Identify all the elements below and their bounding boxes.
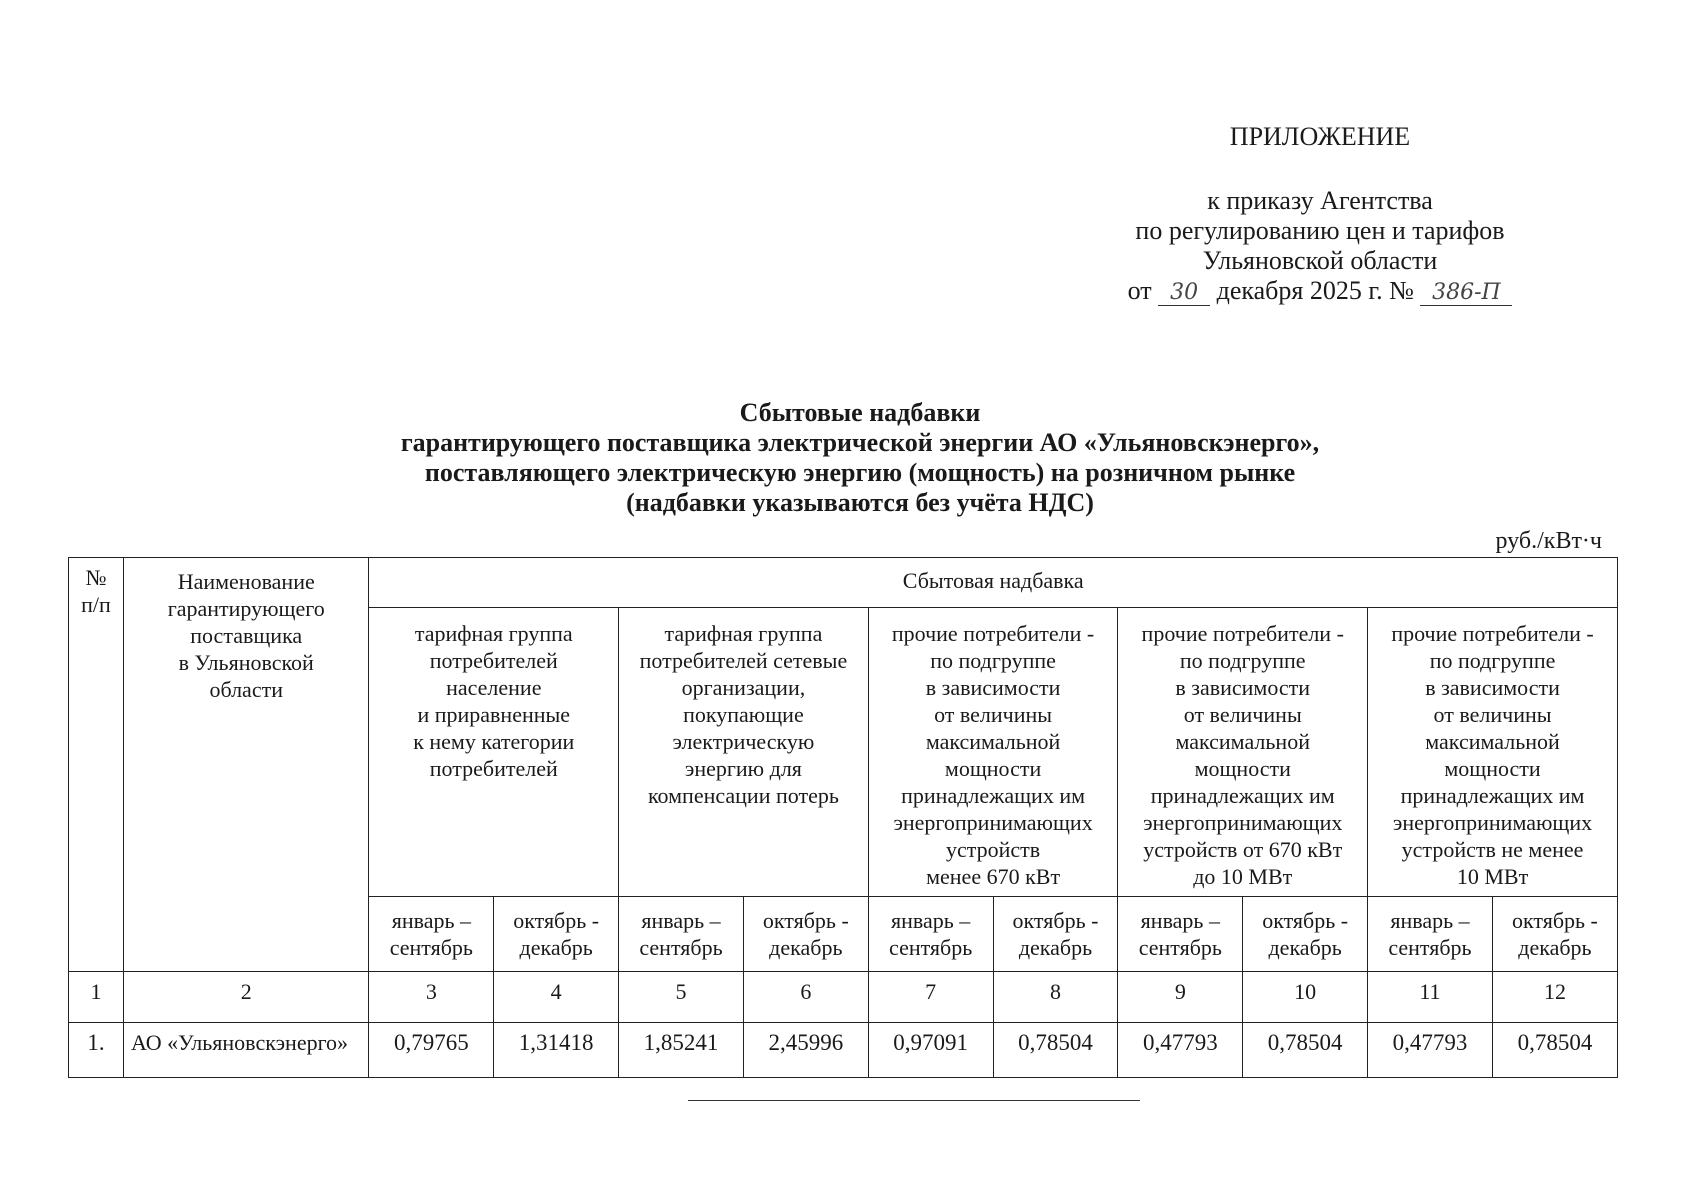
period-jan-sep: январь – сентябрь	[1118, 897, 1243, 972]
table-row	[69, 1023, 1618, 1078]
handwritten-day: 30	[1158, 281, 1210, 306]
value-cell: 2,45996	[743, 1023, 868, 1078]
title-line-3: поставляющего электрическую энергию (мощность) на розничном рынке	[424, 458, 1296, 487]
column-number: 3	[369, 972, 494, 1023]
value-cell: 0,47793	[1368, 1023, 1493, 1078]
appendix-date-line	[1080, 276, 1560, 306]
column-number: 1	[69, 972, 124, 1023]
unit-label: руб./кВт·ч	[1495, 528, 1602, 554]
appendix-title: ПРИЛОЖЕНИЕ	[1229, 122, 1411, 151]
column-number: 11	[1368, 972, 1493, 1023]
value-cell: 0,78504	[993, 1023, 1118, 1078]
column-number: 9	[1118, 972, 1243, 1023]
group-header-over-10mw: прочие потребители - по подгруппе в зависимости от величины максимальной мощности принадлежащих им энергопринимающих устройств не менее 10 МВт	[1368, 608, 1618, 897]
period-oct-dec: октябрь - декабрь	[993, 897, 1118, 972]
date-prefix: от	[1127, 276, 1152, 305]
period-oct-dec: октябрь - декабрь	[1243, 897, 1368, 972]
title-line-2: гарантирующего поставщика электрической энергии АО «Ульяновскэнерго»,	[400, 428, 1320, 457]
appendix-line-2: по регулированию цен и тарифов	[1135, 216, 1505, 245]
header-supplier-name: Наименование гарантирующего поставщика в Ульяновской области	[124, 558, 369, 972]
appendix-reference	[1080, 186, 1560, 306]
document-title	[130, 398, 1590, 518]
group-header-under-670kw: прочие потребители - по подгруппе в зависимости от величины максимальной мощности принадлежащих им энергопринимающих устройств менее 670 кВт	[868, 608, 1118, 897]
value-cell: 0,97091	[868, 1023, 993, 1078]
date-rest: декабря 2025 г. №	[1216, 276, 1414, 305]
column-number: 12	[1492, 972, 1617, 1023]
period-oct-dec: октябрь - декабрь	[1492, 897, 1617, 972]
row-number: 1.	[69, 1023, 124, 1078]
group-header-network-organizations: тарифная группа потребителей сетевые организации, покупающие электрическую энергию для компенсации потерь	[619, 608, 869, 897]
title-line-1: Сбытовые надбавки	[739, 398, 981, 427]
column-number: 7	[868, 972, 993, 1023]
column-number: 5	[619, 972, 744, 1023]
appendix-line-1: к приказу Агентства	[1207, 186, 1433, 215]
value-cell: 0,47793	[1118, 1023, 1243, 1078]
value-cell: 0,78504	[1243, 1023, 1368, 1078]
markup-table	[68, 557, 1618, 1078]
title-line-4: (надбавки указываются без учёта НДС)	[626, 488, 1094, 517]
value-cell: 0,78504	[1492, 1023, 1617, 1078]
handwritten-order-number: 386-П	[1420, 281, 1512, 306]
value-cell: 1,31418	[494, 1023, 619, 1078]
period-oct-dec: октябрь - декабрь	[494, 897, 619, 972]
appendix-line-3: Ульяновской области	[1202, 246, 1438, 275]
column-number: 4	[494, 972, 619, 1023]
period-jan-sep: январь – сентябрь	[369, 897, 494, 972]
header-markup: Сбытовая надбавка	[369, 558, 1618, 608]
column-number: 10	[1243, 972, 1368, 1023]
group-header-670kw-10mw: прочие потребители - по подгруппе в зависимости от величины максимальной мощности принадлежащих им энергопринимающих устройств от 670 кВт до 10 МВт	[1118, 608, 1368, 897]
period-oct-dec: октябрь - декабрь	[743, 897, 868, 972]
column-number-row	[69, 972, 1618, 1023]
value-cell: 0,79765	[369, 1023, 494, 1078]
period-jan-sep: январь – сентябрь	[868, 897, 993, 972]
supplier-name: АО «Ульяновскэнерго»	[124, 1023, 369, 1078]
value-cell: 1,85241	[619, 1023, 744, 1078]
column-number: 8	[993, 972, 1118, 1023]
group-header-population: тарифная группа потребителей население и приравненные к нему категории потребителей	[369, 608, 619, 897]
header-number: № п/п	[69, 558, 124, 972]
column-number: 2	[124, 972, 369, 1023]
period-jan-sep: январь – сентябрь	[1368, 897, 1493, 972]
period-jan-sep: январь – сентябрь	[619, 897, 744, 972]
closing-divider	[688, 1100, 1140, 1101]
column-number: 6	[743, 972, 868, 1023]
